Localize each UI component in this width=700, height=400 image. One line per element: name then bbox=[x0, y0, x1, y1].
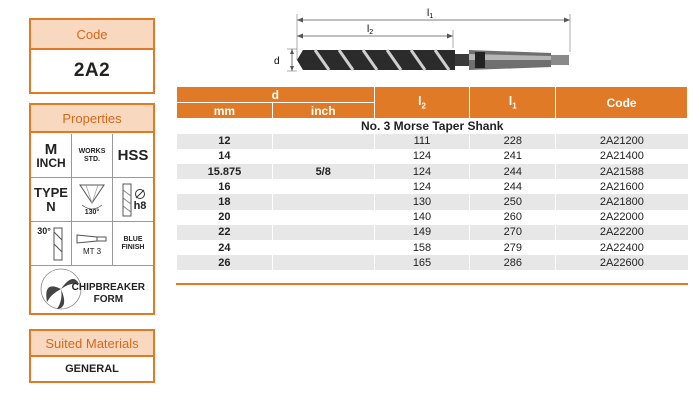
d-label: d bbox=[274, 56, 280, 67]
cell-mm: 24 bbox=[177, 240, 273, 255]
cell-mm: 12 bbox=[177, 134, 273, 149]
blue-finish-cell bbox=[113, 222, 153, 266]
table-row bbox=[177, 179, 688, 194]
table-row bbox=[177, 164, 688, 179]
table-row bbox=[177, 210, 688, 225]
cell-inch bbox=[272, 149, 374, 164]
cell-l2: 149 bbox=[374, 225, 470, 240]
cell-code: 2A22000 bbox=[556, 210, 688, 225]
helix-icon bbox=[51, 226, 65, 262]
cell-l1: 250 bbox=[470, 194, 556, 209]
l2-label: $l_2$ bbox=[367, 24, 374, 36]
cell-l2: 111 bbox=[374, 134, 470, 149]
cell-mm: 16 bbox=[177, 179, 273, 194]
section-title-row bbox=[177, 119, 688, 134]
works-label: WORKS bbox=[78, 147, 106, 155]
finish-label: FINISH bbox=[121, 243, 145, 251]
helix-angle-cell bbox=[31, 222, 72, 266]
std-label: STD. bbox=[84, 155, 100, 163]
m-label: M bbox=[44, 140, 58, 158]
table-bottom-rule bbox=[176, 283, 688, 285]
cell-mm: 22 bbox=[177, 225, 273, 240]
cell-l1: 241 bbox=[470, 149, 556, 164]
cell-code: 2A21588 bbox=[556, 164, 688, 179]
cell-inch bbox=[272, 194, 374, 209]
cell-l2: 124 bbox=[374, 149, 470, 164]
chipbreaker-line1: CHIPBREAKER bbox=[71, 282, 145, 293]
cell-l1: 244 bbox=[470, 179, 556, 194]
drill-drawing bbox=[265, 2, 575, 80]
cell-code: 2A21600 bbox=[556, 179, 688, 194]
materials-value: GENERAL bbox=[65, 363, 119, 375]
cell-l1: 279 bbox=[470, 240, 556, 255]
cell-mm: 14 bbox=[177, 149, 273, 164]
cell-l2: 165 bbox=[374, 255, 470, 270]
diameter-icon bbox=[134, 188, 146, 200]
cell-code: 2A22400 bbox=[556, 240, 688, 255]
l1-header: $l_1$ bbox=[470, 87, 556, 119]
header-row-1 bbox=[177, 87, 688, 103]
table-row bbox=[177, 225, 688, 240]
d-header: d bbox=[177, 87, 375, 103]
cell-inch bbox=[272, 225, 374, 240]
cell-mm: 26 bbox=[177, 255, 273, 270]
chipbreaker-area bbox=[31, 266, 153, 313]
cell-l2: 124 bbox=[374, 164, 470, 179]
table-row bbox=[177, 194, 688, 209]
table-row bbox=[177, 255, 688, 270]
table-row bbox=[177, 240, 688, 255]
hss-label: HSS bbox=[117, 147, 149, 164]
angle-30-label: 30° bbox=[37, 226, 51, 236]
cell-inch bbox=[272, 134, 374, 149]
cell-code: 2A21400 bbox=[556, 149, 688, 164]
properties-grid bbox=[31, 134, 153, 266]
l2-header: $l_2$ bbox=[374, 87, 470, 119]
n-label: N bbox=[46, 198, 56, 214]
cell-inch bbox=[272, 210, 374, 225]
cell-l2: 124 bbox=[374, 179, 470, 194]
code-value: 2A2 bbox=[73, 60, 111, 81]
spec-table bbox=[176, 86, 688, 270]
cell-inch bbox=[272, 240, 374, 255]
hss-cell bbox=[113, 134, 153, 178]
cell-code: 2A22200 bbox=[556, 225, 688, 240]
cell-l1: 286 bbox=[470, 255, 556, 270]
cell-l1: 260 bbox=[470, 210, 556, 225]
blue-label: BLUE bbox=[123, 235, 143, 243]
cell-l2: 158 bbox=[374, 240, 470, 255]
type-n-cell bbox=[31, 178, 72, 222]
angle-130-label: 130° bbox=[84, 209, 100, 216]
materials-panel bbox=[29, 329, 155, 383]
inch-label: INCH bbox=[36, 155, 66, 170]
mt3-cell bbox=[72, 222, 113, 266]
section-title: No. 3 Morse Taper Shank bbox=[177, 119, 688, 134]
cell-code: 2A21800 bbox=[556, 194, 688, 209]
cell-l1: 244 bbox=[470, 164, 556, 179]
cell-inch bbox=[272, 179, 374, 194]
works-std-cell bbox=[72, 134, 113, 178]
cell-l1: 270 bbox=[470, 225, 556, 240]
type-label: TYPE bbox=[34, 184, 68, 200]
chipbreaker-label bbox=[72, 282, 145, 306]
l1-label: $l_1$ bbox=[427, 8, 434, 20]
cell-mm: 18 bbox=[177, 194, 273, 209]
table-row bbox=[177, 134, 688, 149]
properties-panel-header: Properties bbox=[31, 105, 153, 133]
cell-inch: 5/8 bbox=[272, 164, 374, 179]
h8-cell bbox=[113, 178, 153, 222]
point-angle-cell bbox=[72, 178, 113, 222]
morse-taper-icon bbox=[75, 231, 109, 247]
cell-code: 2A21200 bbox=[556, 134, 688, 149]
mm-header: mm bbox=[177, 103, 273, 119]
table-row bbox=[177, 149, 688, 164]
cell-inch bbox=[272, 255, 374, 270]
cell-l2: 140 bbox=[374, 210, 470, 225]
code-panel bbox=[29, 18, 155, 94]
mt3-label: MT 3 bbox=[82, 247, 102, 256]
chipbreaker-line2: FORM bbox=[93, 294, 124, 305]
drill-shank-icon bbox=[120, 182, 134, 218]
cell-mm: 15.875 bbox=[177, 164, 273, 179]
m-inch-cell bbox=[31, 134, 72, 178]
inch-header: inch bbox=[272, 103, 374, 119]
properties-panel bbox=[29, 103, 155, 315]
cell-code: 2A22600 bbox=[556, 255, 688, 270]
spec-table-body bbox=[177, 119, 688, 271]
drill-body bbox=[297, 50, 569, 70]
code-header: Code bbox=[556, 87, 688, 119]
cell-l1: 228 bbox=[470, 134, 556, 149]
h8-label: h8 bbox=[133, 199, 147, 212]
cell-l2: 130 bbox=[374, 194, 470, 209]
cell-mm: 20 bbox=[177, 210, 273, 225]
materials-panel-header: Suited Materials bbox=[31, 331, 153, 357]
code-panel-header: Code bbox=[31, 20, 153, 50]
